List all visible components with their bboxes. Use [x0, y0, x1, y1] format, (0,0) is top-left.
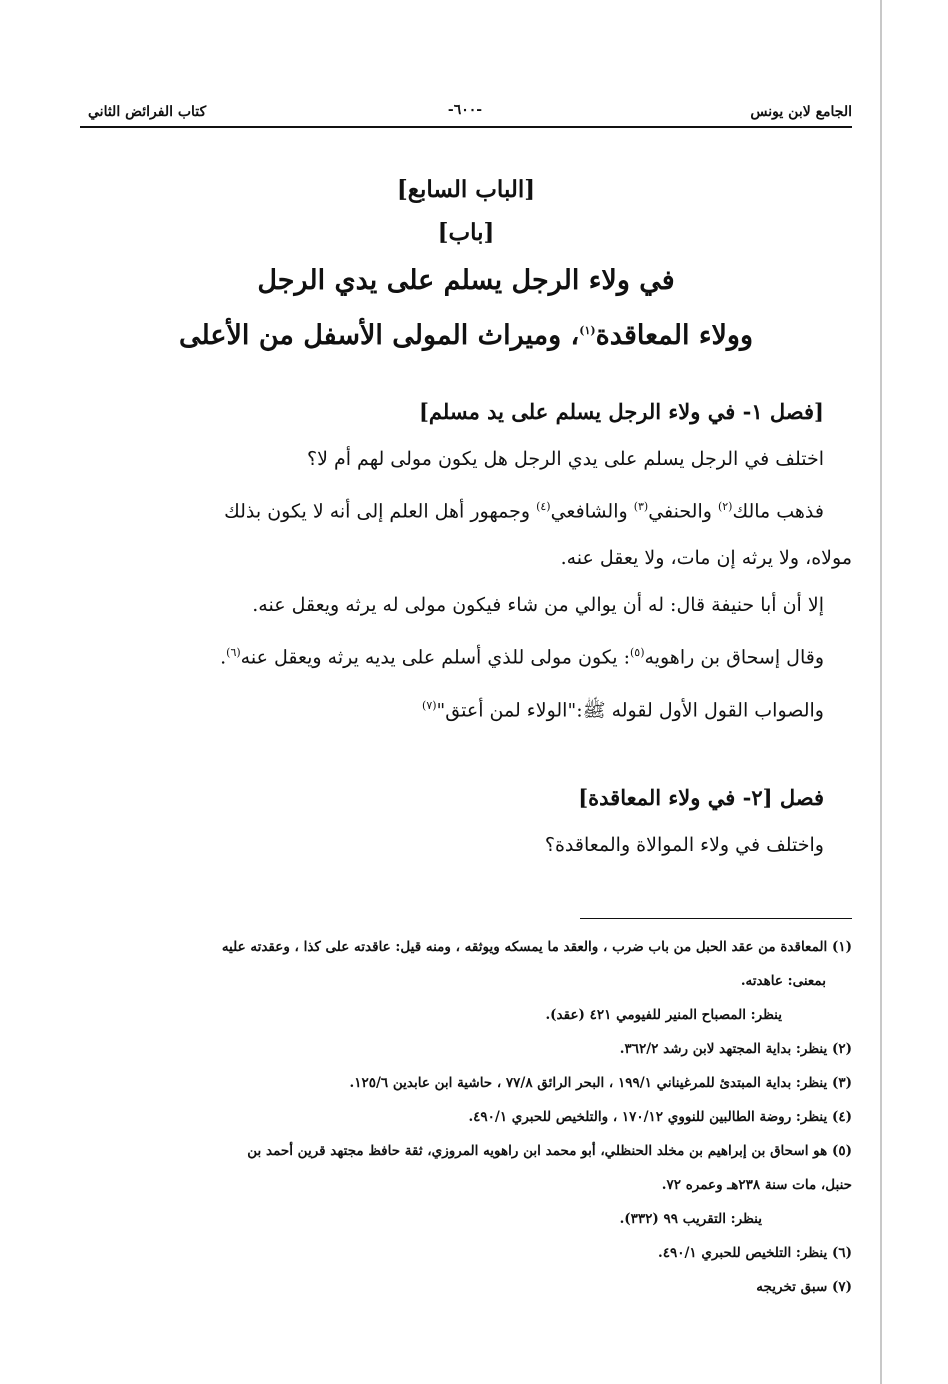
footnote-5-cont: حنبل، مات سنة ٢٣٨هـ وعمره ٧٢. [661, 1177, 852, 1193]
footnote-ref: (٤) [536, 500, 551, 513]
text: والحنفي [648, 500, 718, 523]
footnote-7: (٧) سبق تخريجه [756, 1279, 852, 1295]
text: والشافعي [550, 500, 634, 523]
bab-title: [باب] [437, 219, 495, 246]
text: والصواب القول الأول لقوله ﷺ:"الولاء لمن أعتق" [436, 698, 824, 721]
paragraph: مولاه، ولا يرثه إن مات، ولا يعقل عنه. [560, 547, 852, 570]
paragraph: إلا أن أبا حنيفة قال: له أن يوالي من شاء فيكون مولى له يرثه ويعقل عنه. [252, 594, 824, 617]
subtitle-text: ، وميراث المولى الأسفل من الأعلى [178, 320, 580, 351]
header-rule [80, 126, 852, 128]
paragraph [80, 483, 824, 535]
page-number: -٦٠٠- [447, 102, 483, 118]
running-header [80, 100, 852, 126]
footnote-5-source: ينظر: التقريب ٩٩ (٣٣٢). [619, 1211, 762, 1227]
running-header-book-title: الجامع لابن يونس [750, 104, 852, 120]
section-2-heading: فصل [٢- في ولاء المعاقدة] [578, 784, 824, 810]
footnote-1-cont: بمعنى: عاهدته. [740, 973, 826, 989]
footnote-1: (١) المعاقدة من عقد الحبل من باب ضرب ، والعقد ما يمسكه ويوثقه ، ومنه قيل: عاقدته على كذا ، وعقدته عليه [221, 939, 852, 955]
chapter-subtitle-line-1: في ولاء الرجل يسلم على يدي الرجل [257, 265, 675, 296]
footnote-ref: (٢) [717, 500, 733, 513]
text: وقال إسحاق بن راهويه [644, 646, 824, 669]
section-1-heading: [فصل ١- في ولاء الرجل يسلم على يد مسلم] [418, 399, 824, 424]
spacer [80, 734, 824, 778]
footnote-5: (٥) هو اسحاق بن إبراهيم بن مخلد الحنظلي، أبو محمد ابن راهويه المروزي، ثقة حافظ مجتهد قرين أحمد بن [247, 1143, 852, 1159]
footnote-4: (٤) ينظر: روضة الطالبين للنووي ١٧٠/١٢ ، والتلخيص للحبري ٤٩٠/١. [468, 1109, 852, 1125]
subtitle-text: وولاء المعاقدة [595, 320, 754, 351]
footnote-rule [580, 918, 852, 919]
main-text [80, 392, 852, 869]
running-header-section-title: كتاب الفرائض الثاني [88, 104, 207, 120]
text: . [220, 646, 227, 669]
footnote-3: (٣) ينظر: بداية المبتدئ للمرغيناني ١٩٩/١ ، البحر الرائق ٧٧/٨ ، حاشية ابن عابدين ١٢٥/٦. [349, 1075, 852, 1091]
footnote-ref: (٧) [422, 698, 437, 712]
text: : يكون مولى للذي أسلم على يديه يرثه ويعقل عنه [240, 646, 630, 669]
footnote-1-source: ينظر: المصباح المنير للفيومي ٤٢١ (عقد). [545, 1007, 782, 1023]
paragraph [80, 629, 824, 681]
text: فذهب مالك [732, 500, 824, 523]
chapter-title: [الباب السابع] [396, 176, 536, 203]
paragraph: اختلف في الرجل يسلم على يدي الرجل هل يكون مولى لهم أم لا؟ [307, 448, 824, 470]
footnotes [80, 930, 852, 1304]
footnote-2: (٢) ينظر: بداية المجتهد لابن رشد ٣٦٢/٢. [619, 1041, 852, 1057]
page-edge-rule [880, 0, 882, 1384]
chapter-titles [80, 170, 852, 361]
paragraph [80, 682, 824, 734]
chapter-subtitle-line-2 [80, 306, 852, 361]
document-page [80, 0, 852, 1384]
paragraph: واختلف في ولاء الموالاة والمعاقدة؟ [544, 833, 824, 856]
footnote-ref: (٥) [630, 646, 645, 660]
footnote-ref: (١) [579, 324, 596, 337]
footnote-ref: (٦) [226, 646, 241, 660]
footnote-ref: (٣) [633, 500, 649, 513]
text: وجمهور أهل العلم إلى أنه لا يكون بذلك [224, 500, 537, 523]
footnote-6: (٦) ينظر: التلخيص للحبري ٤٩٠/١. [658, 1245, 852, 1261]
